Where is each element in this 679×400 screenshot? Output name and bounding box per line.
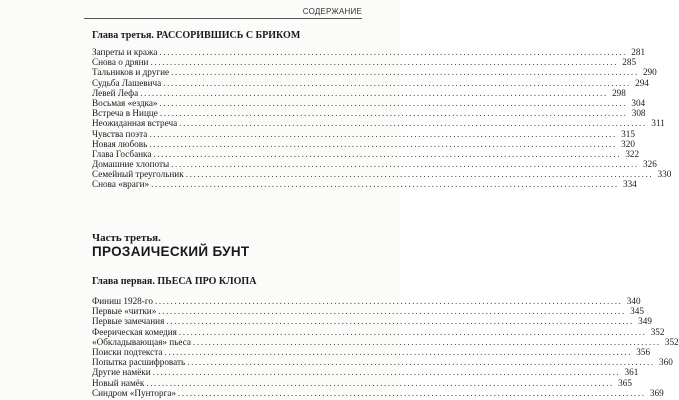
toc-entry xyxy=(92,296,641,306)
dot-leader: ........................................................................................................................ xyxy=(159,97,628,108)
toc-entry xyxy=(92,336,679,347)
part-label: Часть третья. xyxy=(92,232,161,244)
toc-entry-page: 334 xyxy=(622,179,637,190)
toc-entry-title: Синдром «Пунторга» xyxy=(92,387,177,398)
toc-entry-title: Восьмая «ездка» xyxy=(92,97,158,108)
toc-entry xyxy=(92,108,646,119)
toc-entry-page: 369 xyxy=(649,387,664,398)
toc-entry-title: Домашние хлопоты xyxy=(92,159,170,170)
toc-entry-page: 365 xyxy=(618,377,632,388)
toc-entry-title: Встреча в Ницце xyxy=(92,108,158,119)
dot-leader: ........................................................................................................................ xyxy=(149,128,617,139)
dot-leader: ........................................................................................................................ xyxy=(178,387,646,398)
toc-entry xyxy=(92,118,665,129)
toc-entry-title: Другие намёки xyxy=(92,367,151,378)
toc-entry xyxy=(92,377,632,388)
toc-entry xyxy=(92,316,652,327)
chapter-heading: Глава первая. ПЬЕСА ПРО КЛОПА xyxy=(92,276,257,287)
toc-entry-title: Чувства поэта xyxy=(92,128,148,139)
toc-entry xyxy=(92,87,626,98)
toc-entry-page: 315 xyxy=(621,128,635,139)
toc-entry-page: 330 xyxy=(657,169,672,180)
toc-list xyxy=(92,296,679,398)
toc-entry-page: 340 xyxy=(626,296,641,306)
dot-leader: ........................................................................................................................ xyxy=(187,357,655,368)
toc-entry-title: Запреты и кража xyxy=(92,47,158,57)
toc-entry xyxy=(92,67,657,78)
dot-leader: ........................................................................................................................ xyxy=(178,326,647,337)
toc-entry-page: 304 xyxy=(631,97,646,108)
toc-entry-title: Левей Лефа xyxy=(92,87,139,98)
dot-leader: ........................................................................................................................ xyxy=(151,179,619,190)
dot-leader: ........................................................................................................................ xyxy=(166,316,634,327)
toc-entry-page: 320 xyxy=(621,138,635,149)
toc-entry-page: 285 xyxy=(622,57,637,68)
toc-entry-title: Попытка расшифровать xyxy=(92,357,186,368)
toc-entry xyxy=(92,57,637,68)
dot-leader: ........................................................................................................................ xyxy=(179,118,647,129)
toc-entry-title: Неожиданная встреча xyxy=(92,118,178,129)
toc-entry-title: Снова «враги» xyxy=(92,179,150,190)
dot-leader: ........................................................................................................................ xyxy=(185,169,654,180)
dot-leader: ........................................................................................................................ xyxy=(164,346,633,357)
toc-entry xyxy=(92,77,649,88)
toc-entry-page: 352 xyxy=(650,326,665,337)
toc-entry-title: Семейный треугольник xyxy=(92,169,184,180)
dot-leader: ........................................................................................................................ xyxy=(140,87,608,98)
dot-leader: ........................................................................................................................ xyxy=(159,108,628,119)
toc-entry-page: 290 xyxy=(642,67,657,78)
dot-leader: ........................................................................................................................ xyxy=(152,367,621,378)
toc-entry-title: Новая любовь xyxy=(92,138,148,149)
dot-leader: ........................................................................................................................ xyxy=(154,296,623,306)
chapter-heading: Глава третья. РАССОРИВШИСЬ С БРИКОМ xyxy=(92,30,301,41)
toc-entry-page: 360 xyxy=(659,357,673,368)
toc-entry xyxy=(92,138,635,149)
toc-entry-title: Первые замечания xyxy=(92,316,165,327)
toc-list xyxy=(92,47,672,190)
toc-entry xyxy=(92,148,640,159)
toc-entry-title: «Обкладывающая» пьеса xyxy=(92,336,191,347)
toc-entry xyxy=(92,367,639,378)
running-header-label: СОДЕРЖАНИЕ xyxy=(302,7,362,16)
toc-entry xyxy=(92,346,651,357)
dot-leader: ........................................................................................................................ xyxy=(171,159,639,170)
toc-entry xyxy=(92,387,664,398)
toc-entry-page: 281 xyxy=(631,47,646,57)
toc-entry-page: 308 xyxy=(631,108,646,119)
toc-entry-title: Глава Госбанка xyxy=(92,148,152,159)
toc-entry-page: 356 xyxy=(636,346,651,357)
part-title: ПРОЗАИЧЕСКИЙ БУНТ xyxy=(92,244,250,259)
toc-entry-page: 326 xyxy=(643,159,657,170)
toc-entry-page: 298 xyxy=(612,87,626,98)
running-header xyxy=(84,0,370,20)
toc-entry-page: 361 xyxy=(624,367,639,378)
toc-entry-page: 349 xyxy=(638,316,652,327)
toc-entry xyxy=(92,169,672,180)
toc-entry xyxy=(92,179,637,190)
toc-entry xyxy=(92,326,665,337)
dot-leader: ........................................................................................................................ xyxy=(146,377,614,388)
toc-entry-title: Поиски подтекста xyxy=(92,346,163,357)
header-rule xyxy=(84,18,362,19)
dot-leader: ........................................................................................................................ xyxy=(158,306,626,317)
toc-entry-title: Снова о дряни xyxy=(92,57,149,68)
toc-entry-page: 322 xyxy=(625,148,640,159)
toc-entry xyxy=(92,97,646,108)
toc-entry-page: 345 xyxy=(630,306,644,317)
toc-entry-title: Тальников и другие xyxy=(92,67,170,78)
dot-leader: ........................................................................................................................ xyxy=(159,47,628,57)
dot-leader: ........................................................................................................................ xyxy=(150,57,619,68)
toc-entry xyxy=(92,357,673,368)
dot-leader: ........................................................................................................................ xyxy=(153,148,622,159)
toc-entry-title: Первые «читки» xyxy=(92,306,157,317)
toc-entry-title: Новый намёк xyxy=(92,377,145,388)
dot-leader: ........................................................................................................................ xyxy=(149,138,617,149)
toc-entry-page: 352 xyxy=(664,336,679,347)
toc-entry xyxy=(92,47,646,57)
toc-entry-page: 294 xyxy=(635,77,649,88)
toc-entry-page: 311 xyxy=(651,118,665,129)
toc-entry xyxy=(92,159,657,170)
dot-leader: ........................................................................................................................ xyxy=(171,67,639,78)
toc-entry-title: Феерическая комедия xyxy=(92,326,177,337)
toc-entry xyxy=(92,128,635,139)
dot-leader: ........................................................................................................................ xyxy=(163,77,631,88)
toc-entry xyxy=(92,306,644,317)
toc-entry-title: Финиш 1928-го xyxy=(92,296,153,306)
dot-leader: ........................................................................................................................ xyxy=(193,336,661,347)
toc-entry-title: Судьба Лашевича xyxy=(92,77,162,88)
